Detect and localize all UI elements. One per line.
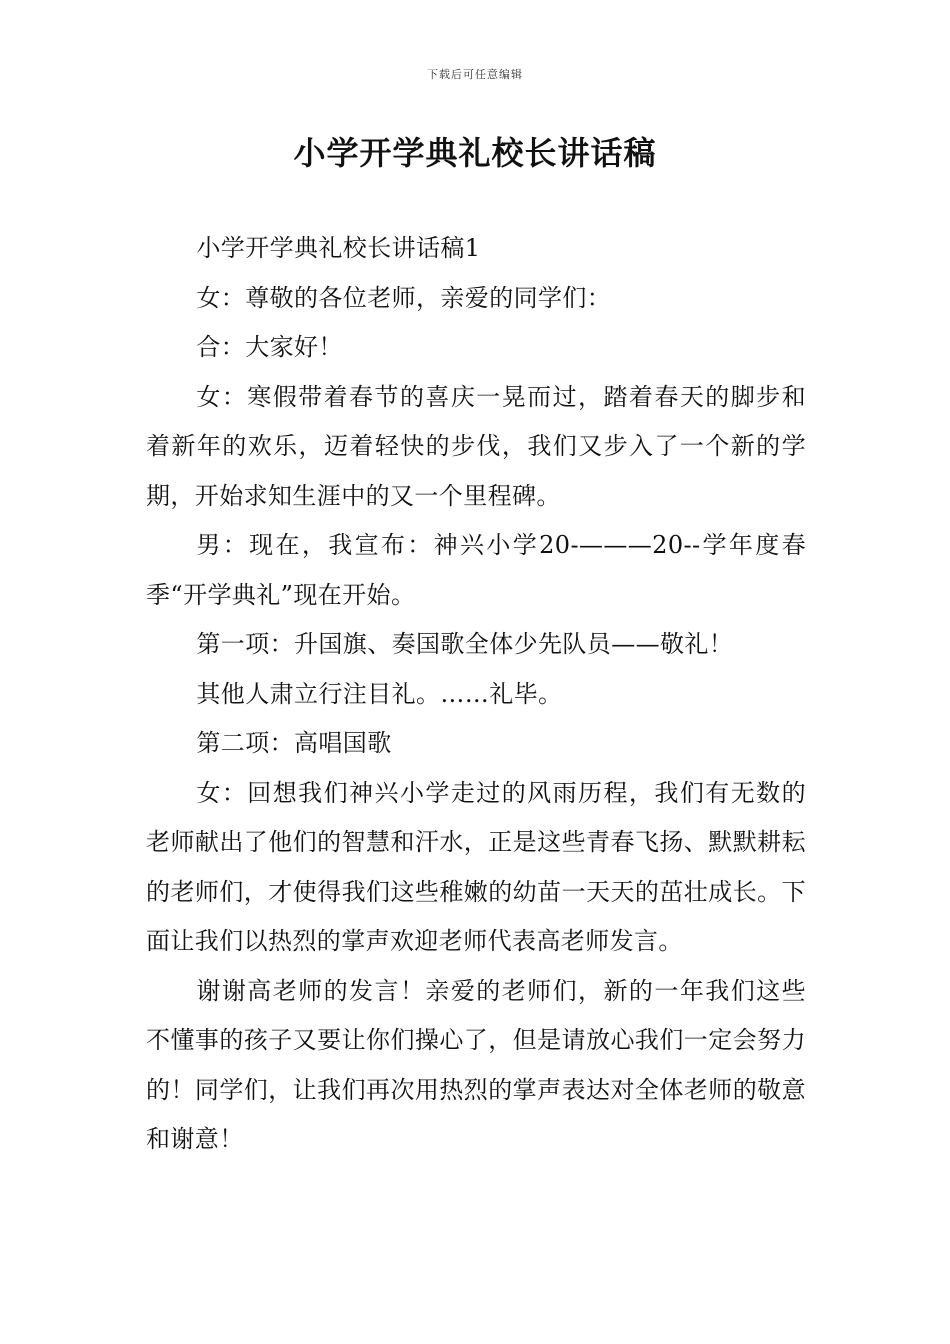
document-title: 小学开学典礼校长讲话稿: [293, 134, 657, 172]
paragraph: 女：回想我们神兴小学走过的风雨历程，我们有无数的老师献出了他们的智慧和汗水，正是这些青春飞扬、默默耕耘的老师们，才使得我们这些稚嫩的幼苗一天天的茁壮成长。下面让我们以热烈的掌声欢迎老师代表高老师发言。: [146, 778, 806, 955]
paragraph: 第一项：升国旗、奏国歌全体少先队员——敬礼！: [196, 630, 734, 658]
paragraph: 第二项：高唱国歌: [196, 729, 392, 757]
paragraph: 合：大家好！: [196, 333, 343, 361]
paragraph: 其他人肃立行注目礼。……礼毕。: [196, 679, 563, 708]
document-body: [146, 224, 806, 1165]
header-note: 下载后可任意编辑: [427, 68, 523, 81]
paragraph: 女：尊敬的各位老师，亲爱的同学们：: [196, 283, 612, 312]
paragraph: 谢谢高老师的发言！亲爱的老师们，新的一年我们这些不懂事的孩子又要让你们操心了，但是请放心我们一定会努力的！同学们，让我们再次用热烈的掌声表达对全体老师的敬意和谢意！: [146, 976, 806, 1153]
paragraph: 女：寒假带着春节的喜庆一晃而过，踏着春天的脚步和着新年的欢乐，迈着轻快的步伐，我们又步入了一个新的学期，开始求知生涯中的又一个里程碑。: [146, 382, 806, 510]
paragraph: 男：现在，我宣布：神兴小学20-———20--学年度春季“开学典礼”现在开始。: [146, 531, 806, 609]
paragraph-subtitle: 小学开学典礼校长讲话稿1: [196, 234, 481, 262]
